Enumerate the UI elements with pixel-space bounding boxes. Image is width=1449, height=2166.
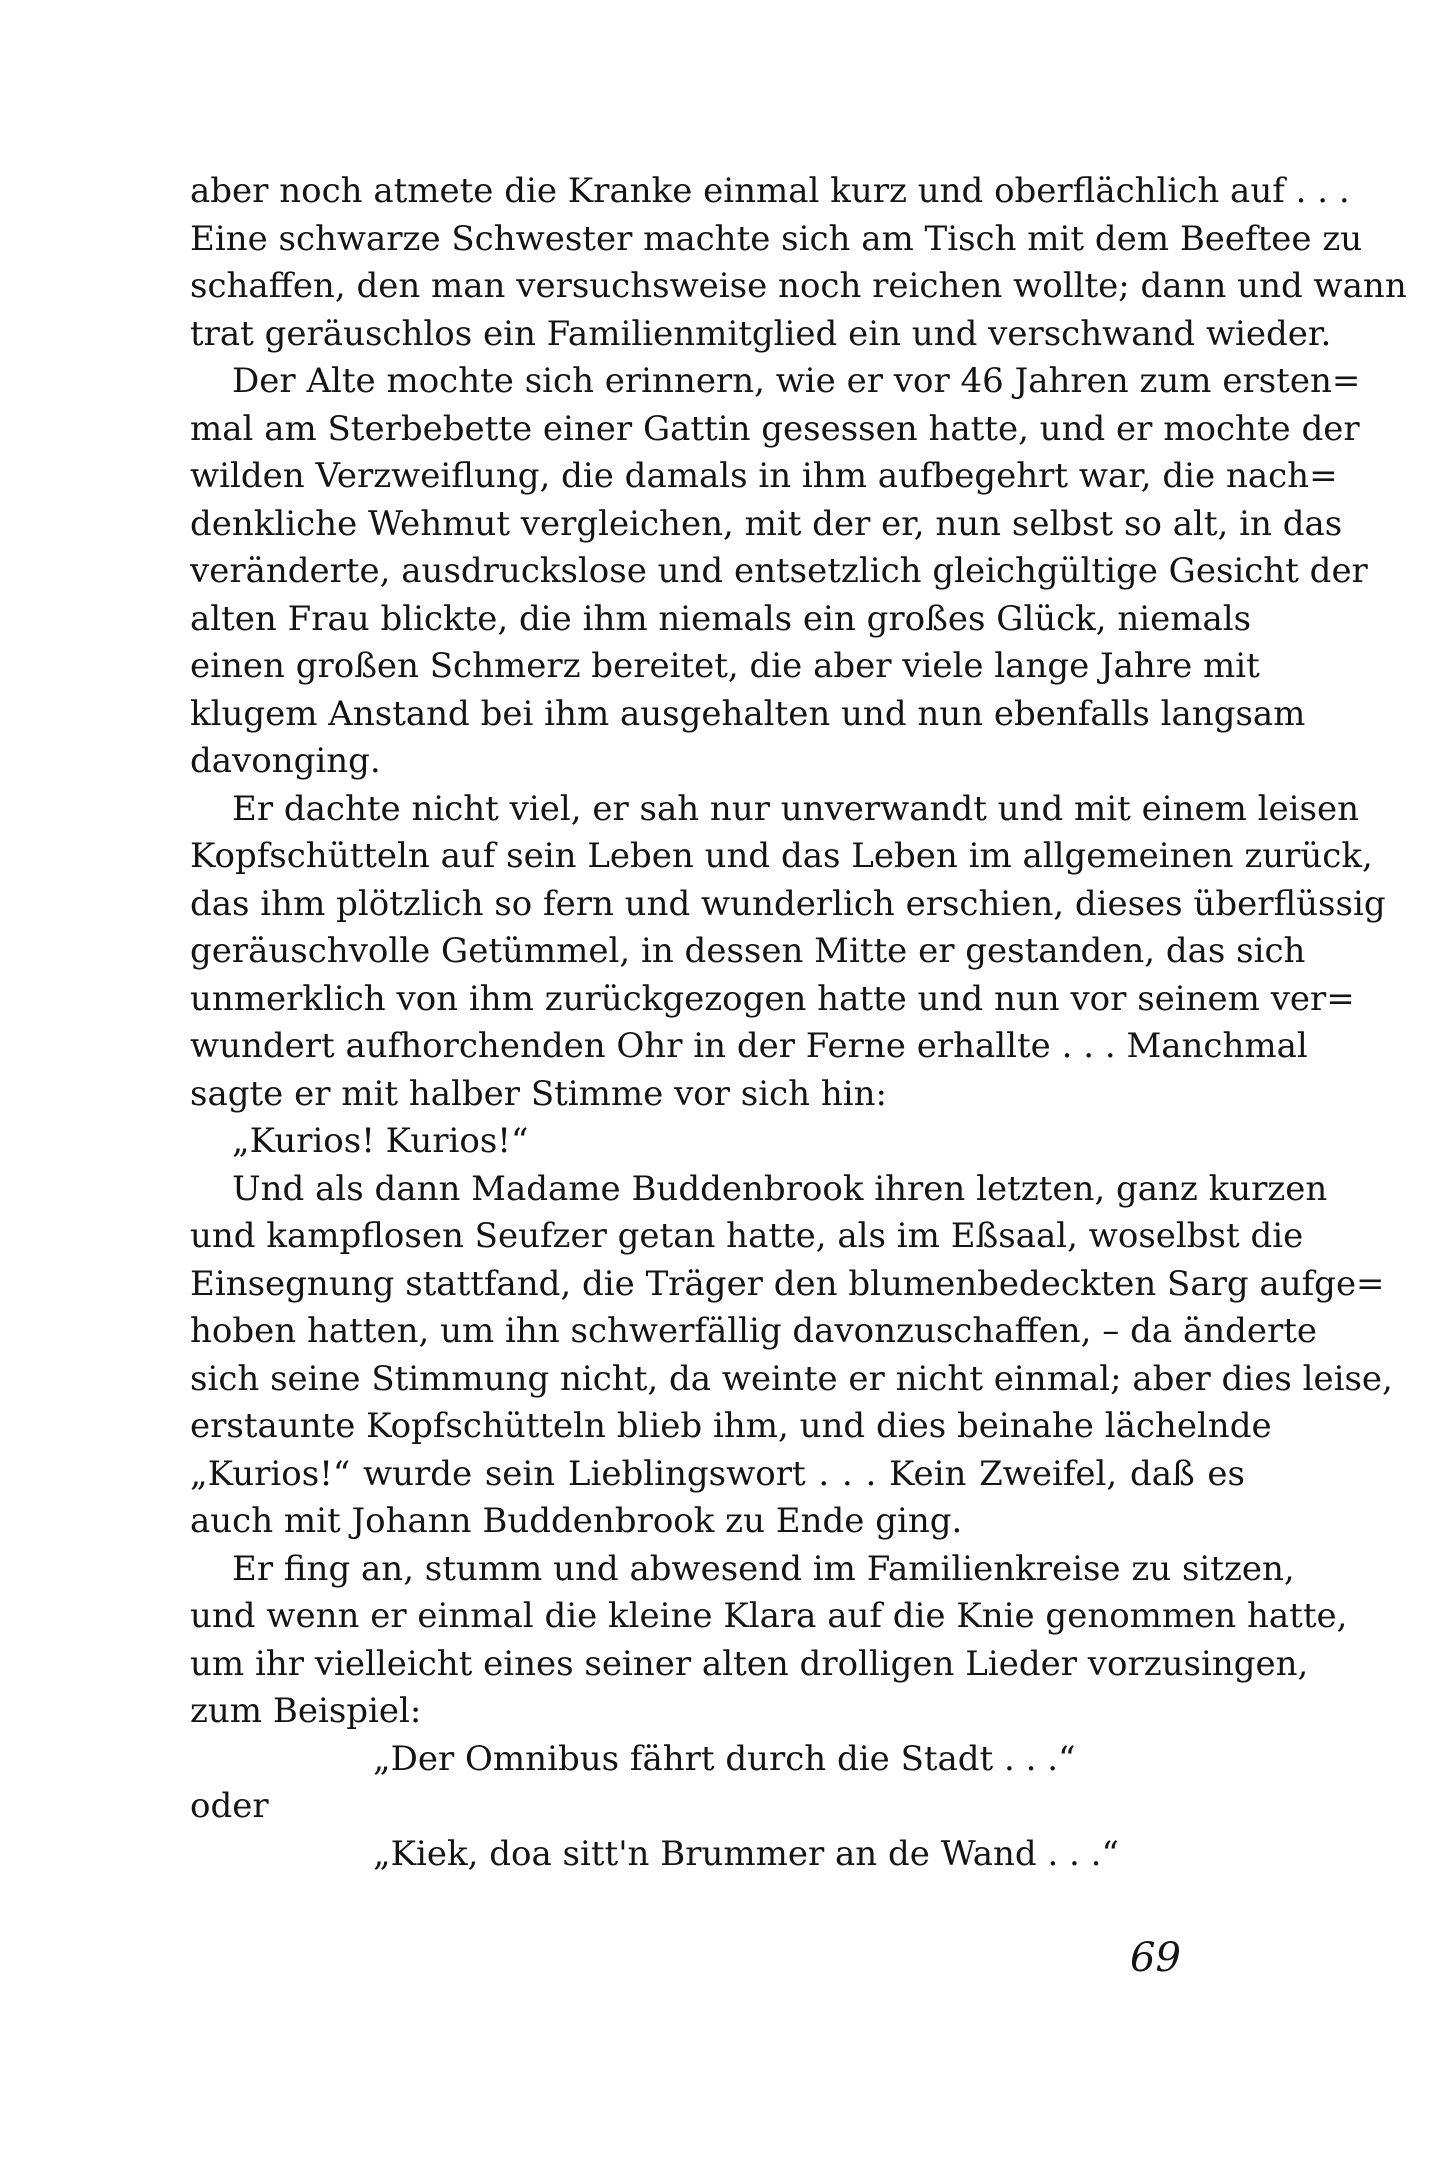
text-line: sich seine Stimmung nicht, da weinte er nicht einmal; aber dies leise, bbox=[190, 1358, 1393, 1399]
paragraph bbox=[190, 1546, 1348, 1736]
text-line: das ihm plötzlich so fern und wunderlich erschien, dieses überflüssig bbox=[190, 883, 1386, 924]
text-line: zum Beispiel: bbox=[190, 1691, 422, 1731]
text-line: Eine schwarze Schwester machte sich am Tisch mit dem Beeftee zu bbox=[190, 218, 1363, 259]
text-line: sagte er mit halber Stimme vor sich hin: bbox=[190, 1073, 887, 1114]
text-line: auch mit Johann Buddenbrook zu Ende ging. bbox=[190, 1501, 963, 1541]
text-line: unmerklich von ihm zurückgezogen hatte und nun vor seinem ver= bbox=[190, 978, 1355, 1019]
paragraph bbox=[190, 358, 1368, 786]
text-line: wundert aufhorchenden Ohr in der Ferne erhallte . . . Manchmal bbox=[190, 1026, 1308, 1066]
song-quote: „Der Omnibus fährt durch die Stadt . . .“ bbox=[373, 1738, 1076, 1779]
text-line: und wenn er einmal die kleine Klara auf die Knie genommen hatte, bbox=[190, 1596, 1348, 1636]
paragraph bbox=[190, 1166, 1393, 1546]
page-number: 69 bbox=[1130, 1935, 1181, 1981]
text-line: um ihr vielleicht eines seiner alten drolligen Lieder vorzusingen, bbox=[190, 1643, 1309, 1684]
body-text bbox=[190, 168, 1407, 1878]
text-line: Und als dann Madame Buddenbrook ihren letzten, ganz kurzen bbox=[232, 1168, 1328, 1209]
text-line: trat geräuschlos ein Familienmitglied ein und verschwand wieder. bbox=[190, 313, 1332, 354]
text-line: schaffen, den man versuchsweise noch reichen wollte; dann und wann bbox=[190, 266, 1407, 306]
song-quote: „Kiek, doa sitt'n Brummer an de Wand . . .“ bbox=[373, 1833, 1119, 1874]
text-line: und kampflosen Seufzer getan hatte, als im Eßsaal, woselbst die bbox=[190, 1216, 1304, 1256]
text-line: geräuschvolle Getümmel, in dessen Mitte er gestanden, das sich bbox=[190, 931, 1306, 971]
text-line: erstaunte Kopfschütteln blieb ihm, und dies beinahe lächelnde bbox=[190, 1406, 1272, 1446]
text-line: Der Alte mochte sich erinnern, wie er vor 46 Jahren zum ersten= bbox=[232, 361, 1361, 401]
text-line: Einsegnung stattfand, die Träger den blumenbedeckten Sarg aufge= bbox=[190, 1263, 1385, 1304]
text-line: Er fing an, stumm und abwesend im Familienkreise zu sitzen, bbox=[232, 1548, 1295, 1589]
text-line: aber noch atmete die Kranke einmal kurz und oberflächlich auf . . . bbox=[190, 171, 1350, 211]
text-line: davonging. bbox=[190, 741, 381, 781]
song-quotes bbox=[190, 1736, 1245, 1879]
paragraph bbox=[190, 168, 1407, 358]
connector-word: oder bbox=[190, 1786, 269, 1826]
text-line: Er dachte nicht viel, er sah nur unverwandt und mit einem leisen bbox=[232, 788, 1360, 829]
text-line: wilden Verzweiflung, die damals in ihm aufbegehrt war, die nach= bbox=[190, 456, 1338, 496]
text-line: alten Frau blickte, die ihm niemals ein großes Glück, niemals bbox=[190, 598, 1252, 639]
paragraph bbox=[190, 786, 1386, 1119]
text-line: hoben hatten, um ihn schwerfällig davonzuschaffen, – da änderte bbox=[190, 1311, 1318, 1351]
text-line: denkliche Wehmut vergleichen, mit der er, nun selbst so alt, in das bbox=[190, 503, 1343, 544]
paragraph bbox=[190, 1118, 1245, 1166]
text-line: „Kurios!“ wurde sein Lieblingswort . . . Kein Zweifel, daß es bbox=[190, 1453, 1245, 1494]
text-line: Kopfschütteln auf sein Leben und das Leben im allgemeinen zurück, bbox=[190, 836, 1373, 876]
text-line: „Kurios! Kurios!“ bbox=[232, 1121, 529, 1161]
text-line: einen großen Schmerz bereitet, die aber viele lange Jahre mit bbox=[190, 646, 1260, 686]
text-line: klugem Anstand bei ihm ausgehalten und nun ebenfalls langsam bbox=[190, 693, 1306, 734]
text-line: mal am Sterbebette einer Gattin gesessen hatte, und er mochte der bbox=[190, 408, 1360, 449]
text-line: veränderte, ausdruckslose und entsetzlich gleichgültige Gesicht der bbox=[190, 551, 1368, 591]
